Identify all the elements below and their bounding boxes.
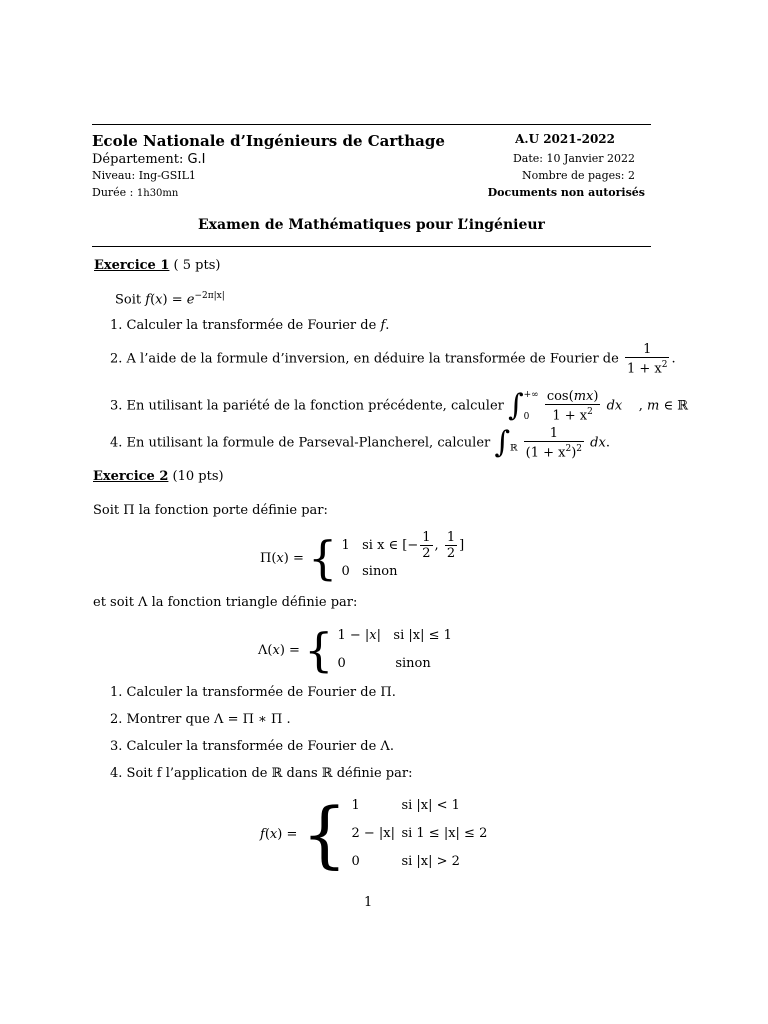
ex1-points: ( 5 pts) xyxy=(173,258,221,273)
fraction: $\frac{1}{1 + x^2}$ xyxy=(626,342,668,377)
exam-date: Date: 10 Janvier 2022 xyxy=(512,152,635,165)
lambda-intro: et soit Λ la fonction triangle définie par: xyxy=(93,595,358,610)
ex1-item-4: 4. En utilisant la formule de Parseval-Plancherel, calculer $\int_ℝ$ $\frac{1}{(1 + x^2)^2}$ dx. xyxy=(110,425,610,461)
ex2-heading: Exercice 2 xyxy=(93,469,169,484)
fraction: $\frac{\cos(mx)}{1 + x^2}$ xyxy=(546,388,599,424)
fraction: $\frac{1}{(1 + x^2)^2}$ xyxy=(525,426,583,461)
integral-sign: ∫ xyxy=(508,388,524,423)
title-rule xyxy=(92,246,651,247)
documents-notice: Documents non autorisés xyxy=(487,186,645,199)
ex2-item-4: 4. Soit f l’application de ℝ dans ℝ définie par: xyxy=(110,766,413,781)
pi-intro: Soit Π la fonction porte définie par: xyxy=(93,503,328,518)
ex1-intro: Soit $f(x) = e^{-2\pi|x|}$ xyxy=(115,291,225,308)
level: Niveau: Ing-GSIL1 xyxy=(92,169,196,182)
ex2-heading-line xyxy=(93,469,224,484)
ex1-heading-line xyxy=(94,258,220,273)
department: Département: G.I xyxy=(92,152,206,167)
brace: { xyxy=(301,792,348,876)
ex2-item-3: 3. Calculer la transformée de Fourier de Λ. xyxy=(110,739,394,754)
duration: Durée : 1h30mn xyxy=(92,186,179,199)
exam-header xyxy=(92,132,651,203)
top-rule xyxy=(92,124,651,125)
page-number: 1 xyxy=(364,895,373,910)
ex1-item-2: 2. A l’aide de la formule d’inversion, en déduire la transformée de Fourier de $\frac{1}{1 + x^2}$ . xyxy=(110,342,676,377)
brace: { xyxy=(304,623,334,677)
ex2-item-2: 2. Montrer que Λ = Π ∗ Π . xyxy=(110,712,291,727)
school-name: Ecole Nationale d’Ingénieurs de Carthage xyxy=(92,132,445,150)
lambda-definition: Λ(x) = { 1 − |x| si |x| ≤ 1 0 sinon xyxy=(258,623,452,677)
ex2-item-1: 1. Calculer la transformée de Fourier de Π. xyxy=(110,685,396,700)
brace: { xyxy=(308,531,338,585)
academic-year: A.U 2021-2022 xyxy=(515,132,615,146)
ex1-item-3: 3. En utilisant la pariété de la fonction précédente, calculer ∫ +∞ 0 $\frac{\cos(mx)}{1 + x^2}$ dx , m ∈ ℝ xyxy=(110,388,689,424)
exam-title: Examen de Mathématiques pour L’ingénieur xyxy=(198,217,545,233)
f-definition: f(x) = { 1 si |x| < 1 2 − |x| si 1 ≤ |x| ≤ 2 0 si |x| > 2 xyxy=(260,792,488,876)
ex1-item-1: 1. Calculer la transformée de Fourier de f. xyxy=(110,318,390,333)
ex2-points: (10 pts) xyxy=(172,469,224,484)
pi-definition: Π(x) = { 1 si x ∈ [− $\frac{1}{2}$ , $\frac{1}{2}$ ] 0 sinon xyxy=(260,530,465,585)
integral-sign: ∫ xyxy=(494,425,511,461)
page-count: Nombre de pages: 2 xyxy=(521,169,635,182)
ex1-heading: Exercice 1 xyxy=(94,258,170,273)
